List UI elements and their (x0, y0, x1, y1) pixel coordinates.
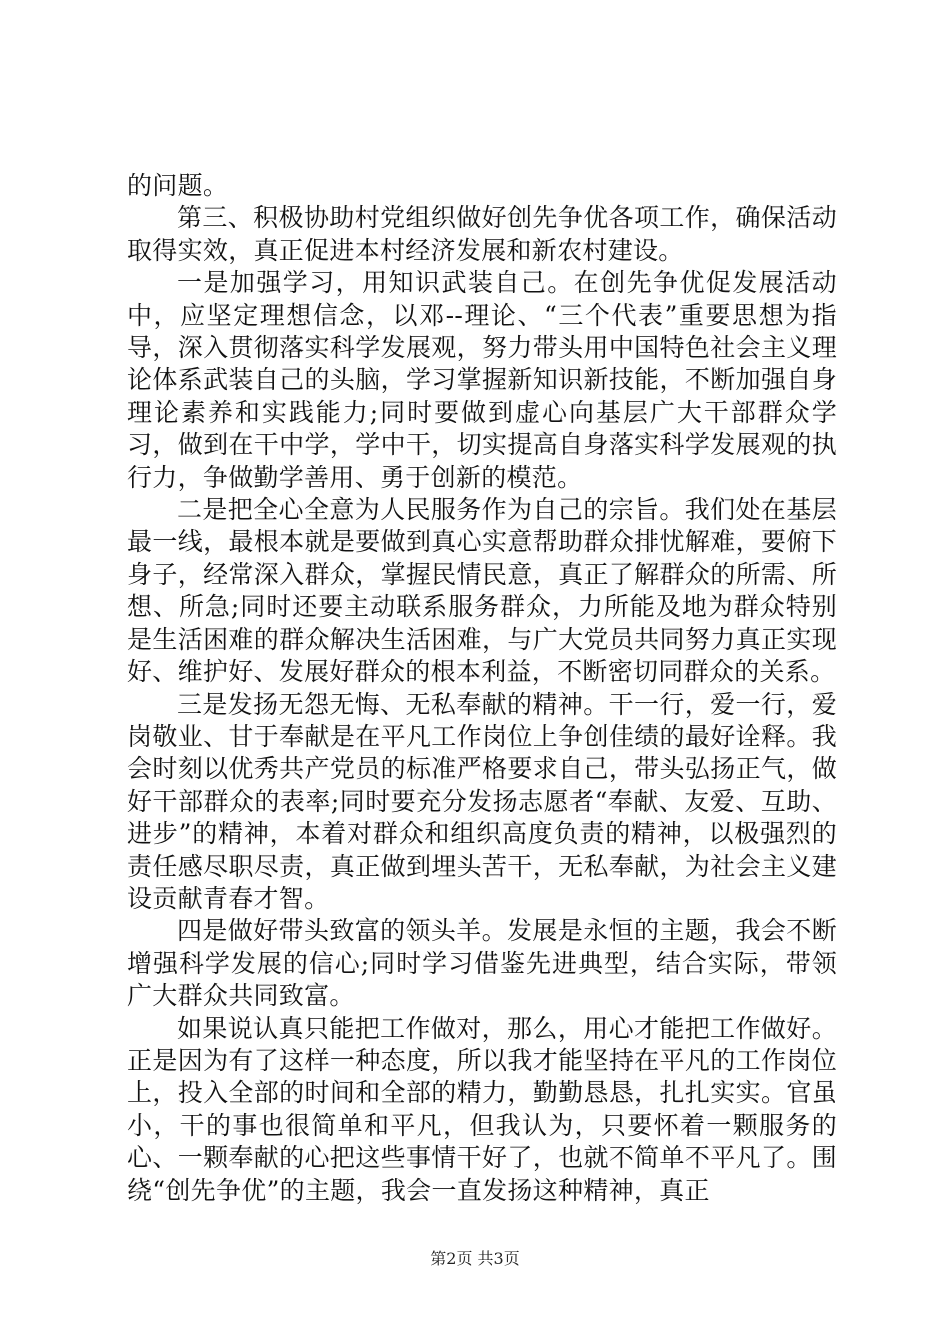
document-body (127, 170, 837, 1207)
paragraph-point-two: 二是把全心全意为人民服务作为自己的宗旨。我们处在基层最一线，最根本就是要做到真心实意帮助群众排忧解难，要俯下身子，经常深入群众，掌握民情民意，真正了解群众的所需、所想、所急;同时还要主动联系服务群众，力所能及地为群众特别是生活困难的群众解决生活困难，与广大党员共同努力真正实现好、维护好、发展好群众的根本利益，不断密切同群众的关系。 (127, 495, 837, 687)
paragraph-conclusion: 如果说认真只能把工作做对，那么，用心才能把工作做好。正是因为有了这样一种态度，所以我才能坚持在平凡的工作岗位上，投入全部的时间和全部的精力，勤勤恳恳，扎扎实实。官虽小，干的事也很简单和平凡，但我认为，只要怀着一颗服务的心、一颗奉献的心把这些事情干好了，也就不简单不平凡了。围绕“创先争优”的主题，我会一直发扬这种精神，真正 (127, 1013, 837, 1205)
paragraph-point-four: 四是做好带头致富的领头羊。发展是永恒的主题，我会不断增强科学发展的信心;同时学习借鉴先进典型，结合实际，带领广大群众共同致富。 (127, 916, 837, 1011)
paragraph-point-one: 一是加强学习，用知识武装自己。在创先争优促发展活动中，应坚定理想信念，以邓--理论、“三个代表”重要思想为指导，深入贯彻落实科学发展观，努力带头用中国特色社会主义理论体系武装自己的头脑，学习掌握新知识新技能，不断加强自身理论素养和实践能力;同时要做到虚心向基层广大干部群众学习，做到在干中学，学中干，切实提高自身落实科学发展观的执行力，争做勤学善用、勇于创新的模范。 (127, 268, 837, 492)
paragraph-section-three: 第三、积极协助村党组织做好创先争优各项工作，确保活动取得实效，真正促进本村经济发展和新农村建设。 (127, 203, 837, 265)
page-number-footer: 第2页 共3页 (430, 1249, 520, 1268)
paragraph-continuation: 的问题。 (127, 171, 229, 200)
paragraph-point-three: 三是发扬无怨无悔、无私奉献的精神。干一行，爱一行，爱岗敬业、甘于奉献是在平凡工作岗位上争创佳绩的最好诠释。我会时刻以优秀共产党员的标准严格要求自己，带头弘扬正气，做好干部群众的表率;同时要充分发扬志愿者“奉献、友爱、互助、进步”的精神，本着对群众和组织高度负责的精神，以极强烈的责任感尽职尽责，真正做到埋头苦干，无私奉献，为社会主义建设贡献青春才智。 (127, 689, 837, 913)
